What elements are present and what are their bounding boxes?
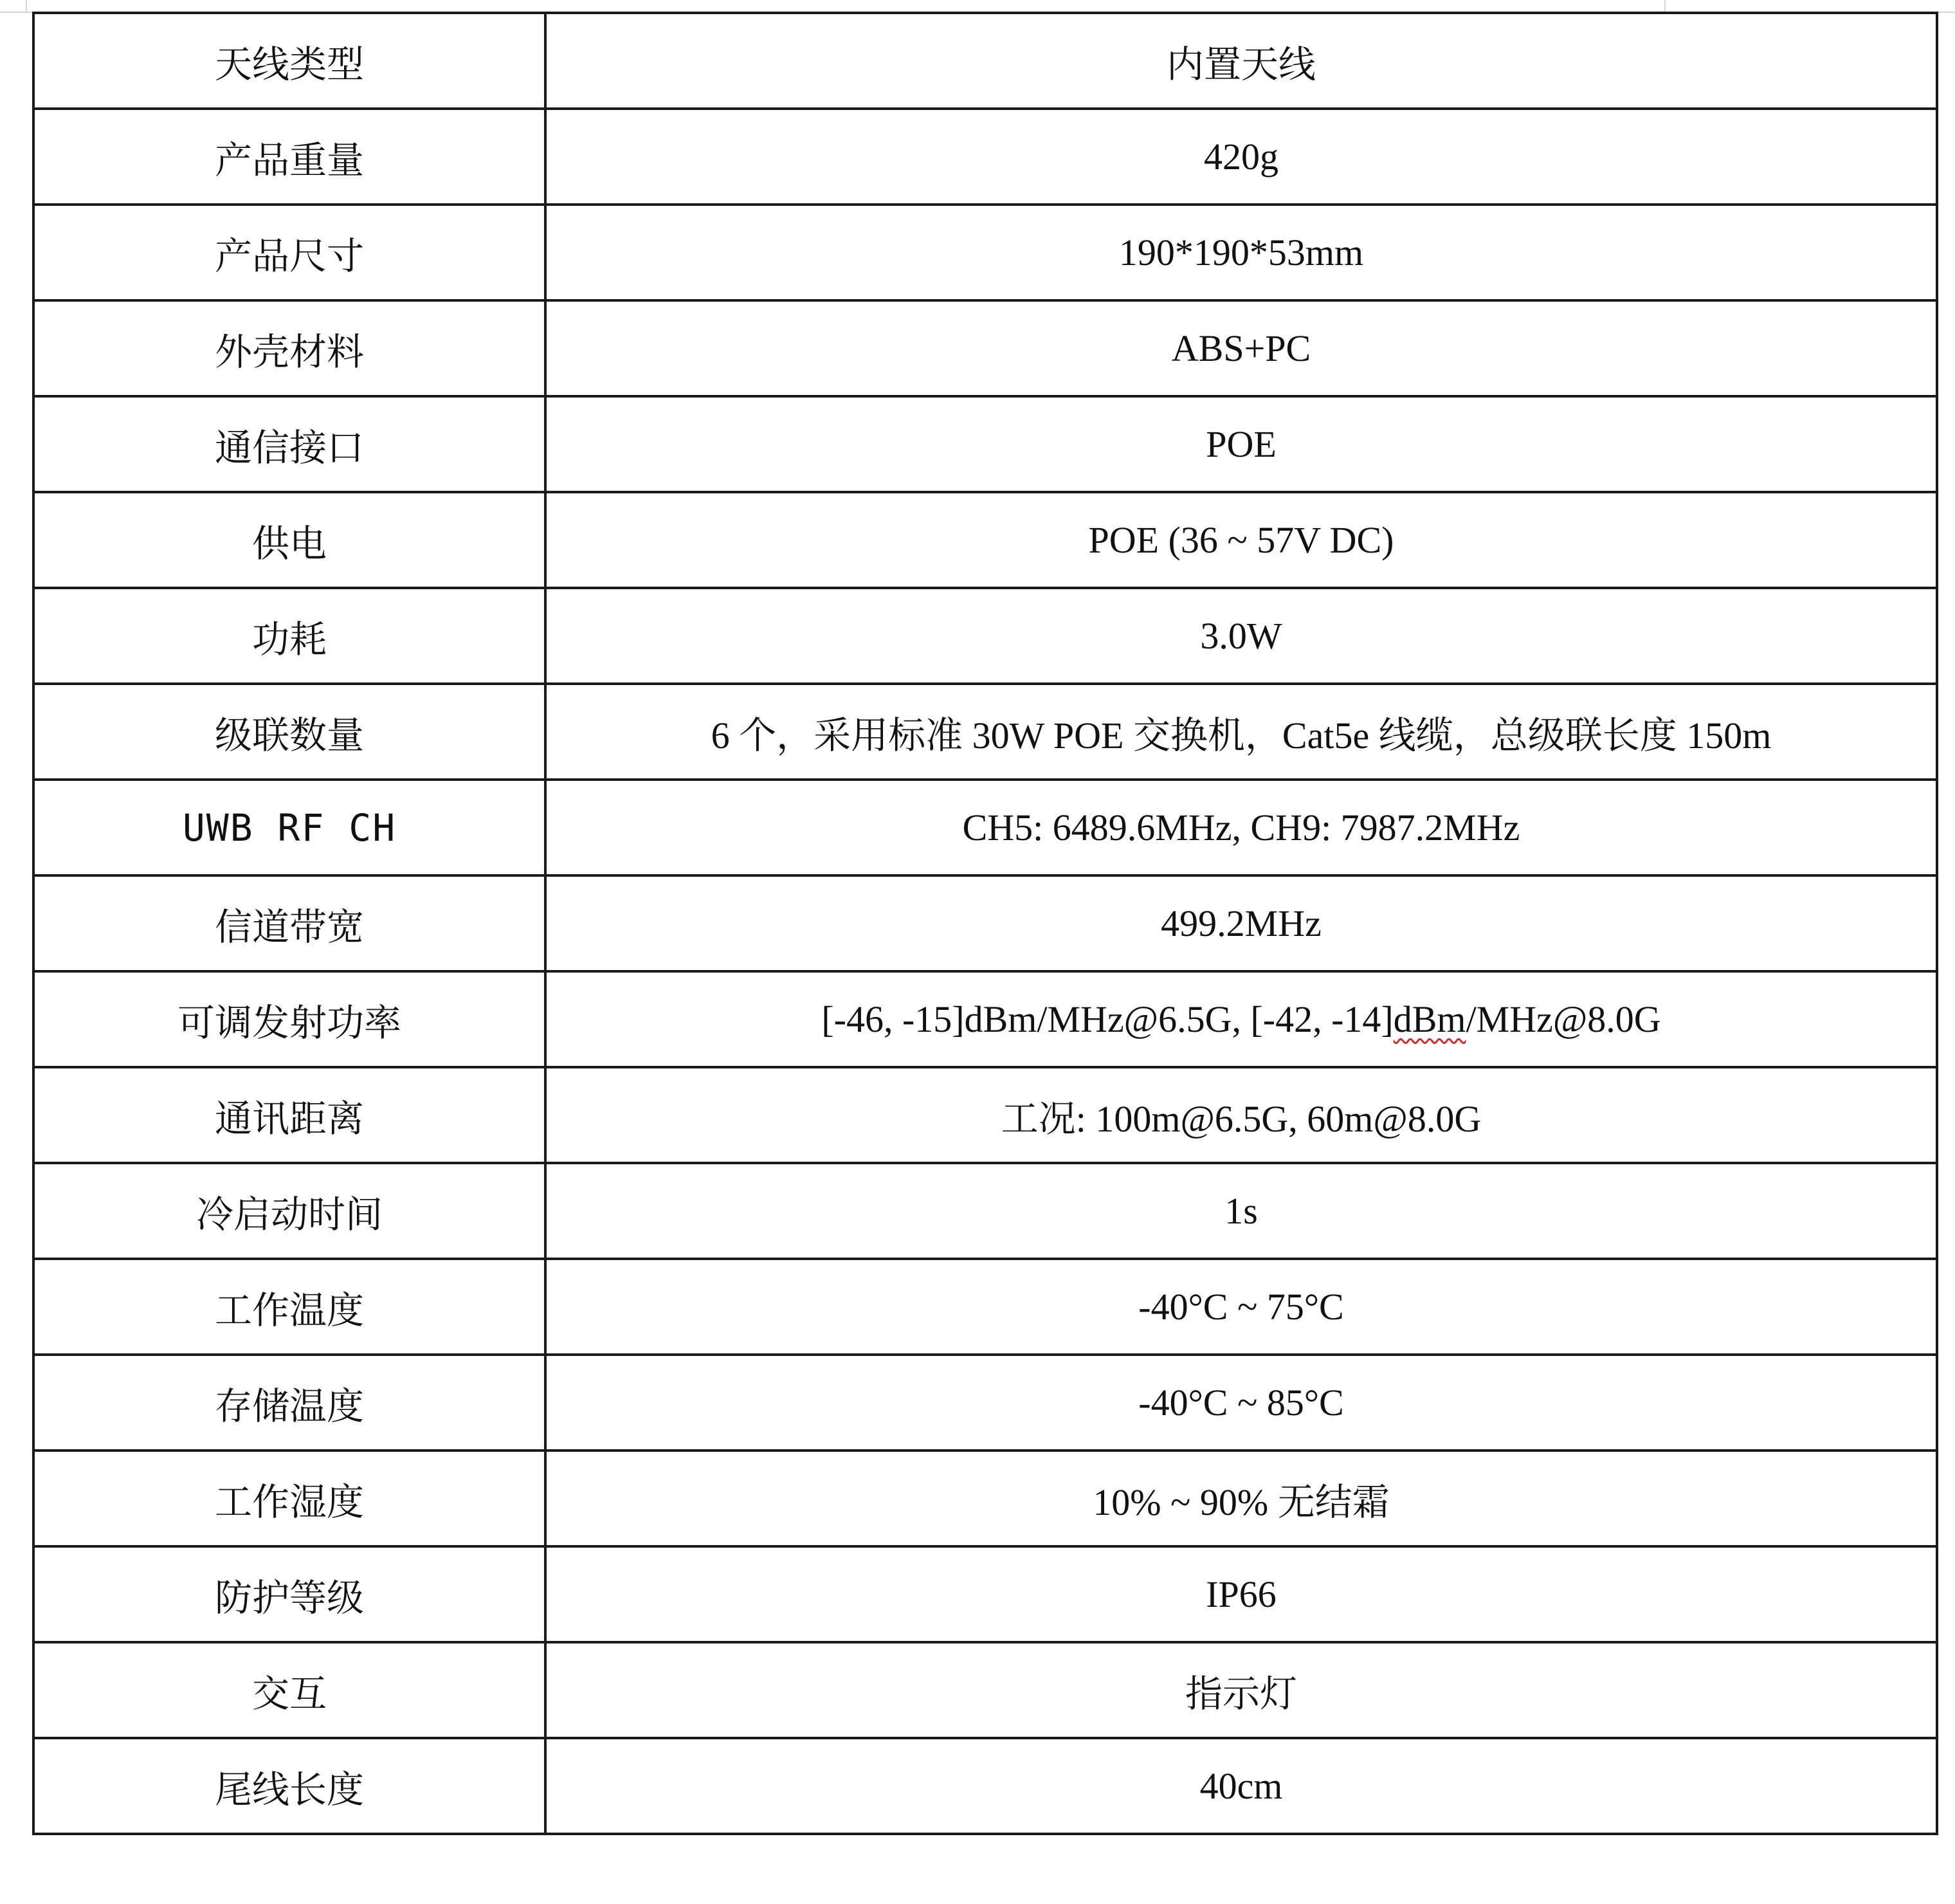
page-margin-tick-left bbox=[26, 0, 27, 12]
table-row bbox=[33, 1451, 1937, 1546]
spec-value: 6 个，采用标准 30W POE 交换机，Cat5e 线缆，总级联长度 150m bbox=[545, 684, 1937, 780]
table-row bbox=[33, 1738, 1937, 1834]
table-row bbox=[33, 1355, 1937, 1451]
table-row bbox=[33, 1163, 1937, 1259]
spec-value: 1s bbox=[545, 1163, 1937, 1259]
table-row bbox=[33, 492, 1937, 588]
table-row bbox=[33, 396, 1937, 492]
spec-value: 499.2MHz bbox=[545, 875, 1937, 971]
spec-label: 级联数量 bbox=[33, 684, 545, 780]
table-row bbox=[33, 1642, 1937, 1738]
table-row bbox=[33, 971, 1937, 1067]
spec-value bbox=[545, 971, 1937, 1067]
page-margin-tick-right bbox=[1664, 0, 1666, 12]
table-row bbox=[33, 1546, 1937, 1642]
spec-label: 天线类型 bbox=[33, 13, 545, 109]
table-row bbox=[33, 300, 1937, 396]
spec-value: 指示灯 bbox=[545, 1642, 1937, 1738]
spec-label: 工作湿度 bbox=[33, 1451, 545, 1546]
spec-label: 通信接口 bbox=[33, 396, 545, 492]
spec-label: 功耗 bbox=[33, 588, 545, 684]
table-row bbox=[33, 780, 1937, 875]
spec-value: POE bbox=[545, 396, 1937, 492]
spec-value: CH5: 6489.6MHz, CH9: 7987.2MHz bbox=[545, 780, 1937, 875]
spellcheck-flagged-word[interactable]: dBm bbox=[1393, 998, 1466, 1040]
spec-label: UWB RF CH bbox=[33, 780, 545, 875]
spec-label: 产品尺寸 bbox=[33, 205, 545, 300]
spec-value: 10% ~ 90% 无结霜 bbox=[545, 1451, 1937, 1546]
spec-value: 190*190*53mm bbox=[545, 205, 1937, 300]
spec-value-part: /MHz@8.0G bbox=[1466, 998, 1661, 1040]
spec-value: 内置天线 bbox=[545, 13, 1937, 109]
spec-value: 40cm bbox=[545, 1738, 1937, 1834]
spec-label: 尾线长度 bbox=[33, 1738, 545, 1834]
table-row bbox=[33, 205, 1937, 300]
spec-label: 外壳材料 bbox=[33, 300, 545, 396]
table-row bbox=[33, 109, 1937, 205]
table-row bbox=[33, 13, 1937, 109]
spec-label: 存储温度 bbox=[33, 1355, 545, 1451]
spec-label: 交互 bbox=[33, 1642, 545, 1738]
spec-table bbox=[32, 12, 1938, 1835]
spec-label: 供电 bbox=[33, 492, 545, 588]
spec-value: POE (36 ~ 57V DC) bbox=[545, 492, 1937, 588]
spec-label: 信道带宽 bbox=[33, 875, 545, 971]
spec-label: 工作温度 bbox=[33, 1259, 545, 1355]
table-row bbox=[33, 1259, 1937, 1355]
spec-value: ABS+PC bbox=[545, 300, 1937, 396]
spec-value: 3.0W bbox=[545, 588, 1937, 684]
spec-value: -40°C ~ 85°C bbox=[545, 1355, 1937, 1451]
table-row bbox=[33, 684, 1937, 780]
spec-value: -40°C ~ 75°C bbox=[545, 1259, 1937, 1355]
spec-value: IP66 bbox=[545, 1546, 1937, 1642]
spec-label: 可调发射功率 bbox=[33, 971, 545, 1067]
table-row bbox=[33, 1067, 1937, 1163]
spec-value: 420g bbox=[545, 109, 1937, 205]
table-row bbox=[33, 588, 1937, 684]
spec-value-part: [-46, -15]dBm/MHz@6.5G, [-42, -14] bbox=[821, 998, 1394, 1040]
spec-value: 工况: 100m@6.5G, 60m@8.0G bbox=[545, 1067, 1937, 1163]
spec-label: 通讯距离 bbox=[33, 1067, 545, 1163]
spec-label: 防护等级 bbox=[33, 1546, 545, 1642]
table-row bbox=[33, 875, 1937, 971]
spec-label: 冷启动时间 bbox=[33, 1163, 545, 1259]
spec-label: 产品重量 bbox=[33, 109, 545, 205]
